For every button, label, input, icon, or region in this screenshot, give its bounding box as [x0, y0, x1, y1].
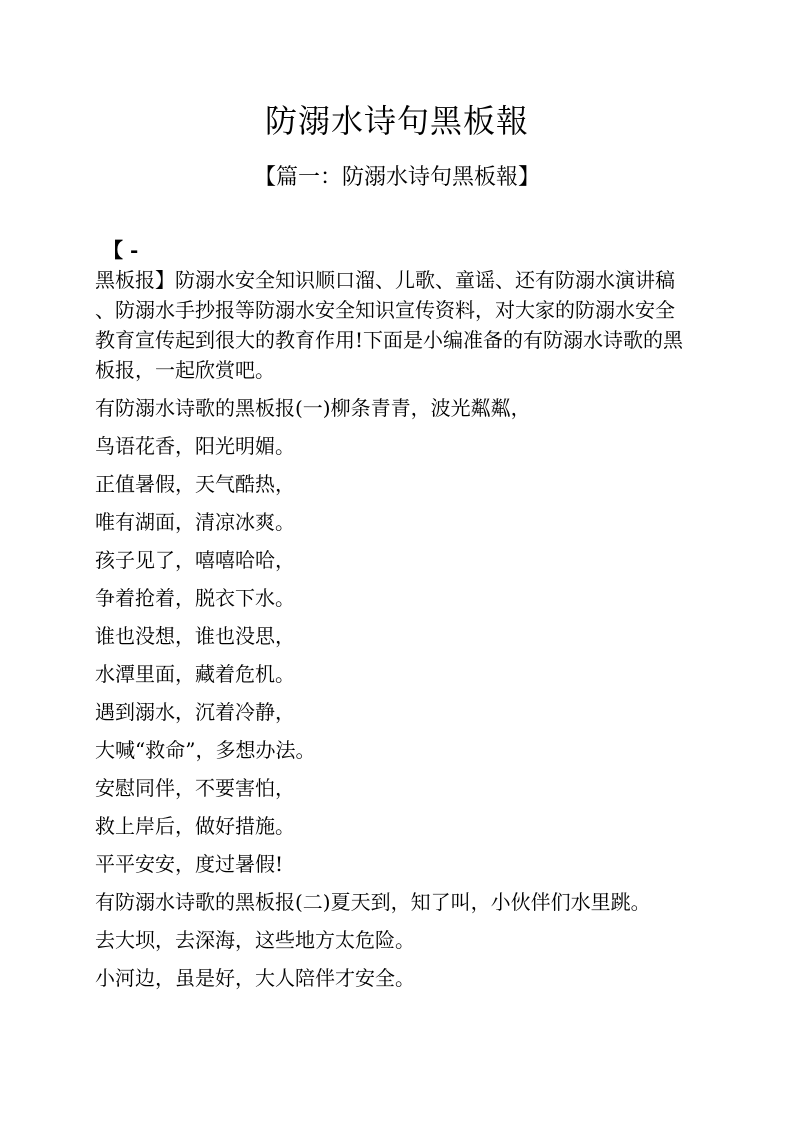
intro-bracket: 【 - [103, 238, 139, 262]
document-subtitle: 【篇一：防溺水诗句黑板報】 [253, 165, 540, 190]
poem-lines [95, 393, 695, 1001]
intro-line: 教育宣传起到很大的教育作用!下面是小编准备的有防溺水诗歌的黑 [95, 328, 684, 352]
poem-line: 有防溺水诗歌的黑板报(二)夏天到，知了叫，小伙伴们水里跳。 [95, 890, 651, 914]
poem-line: 救上岸后，做好措施。 [95, 814, 295, 838]
intro-paragraph [95, 235, 695, 385]
intro-line: 黑板报】防溺水安全知识顺口溜、儿歌、童谣、还有防溺水演讲稿 [95, 268, 675, 292]
poem-line: 谁也没想，谁也没思， [95, 624, 295, 648]
poem-line: 平平安安，度过暑假! [95, 852, 284, 876]
poem-line: 大喊“救命”，多想办法。 [95, 738, 316, 762]
poem-line: 遇到溺水，沉着冷静， [95, 700, 295, 724]
intro-line: 板报，一起欣赏吧。 [95, 358, 275, 382]
poem-line: 有防溺水诗歌的黑板报(一)柳条青青，波光粼粼， [95, 396, 531, 420]
document-title: 防溺水诗句黑板報 [264, 102, 529, 140]
poem-line: 安慰同伴，不要害怕， [95, 776, 295, 800]
poem-line: 去大坝，去深海，这些地方太危险。 [95, 928, 415, 952]
poem-line: 水潭里面，藏着危机。 [95, 662, 295, 686]
poem-line: 孩子见了，嘻嘻哈哈， [95, 548, 295, 572]
poem-line: 鸟语花香，阳光明媚。 [95, 434, 295, 458]
poem-line: 唯有湖面，清凉冰爽。 [95, 510, 295, 534]
poem-line: 小河边，虽是好，大人陪伴才安全。 [95, 966, 415, 990]
poem-line: 正值暑假，天气酷热， [95, 472, 295, 496]
intro-line: 、防溺水手抄报等防溺水安全知识宣传资料，对大家的防溺水安全 [95, 298, 675, 322]
poem-line: 争着抢着，脱衣下水。 [95, 586, 295, 610]
